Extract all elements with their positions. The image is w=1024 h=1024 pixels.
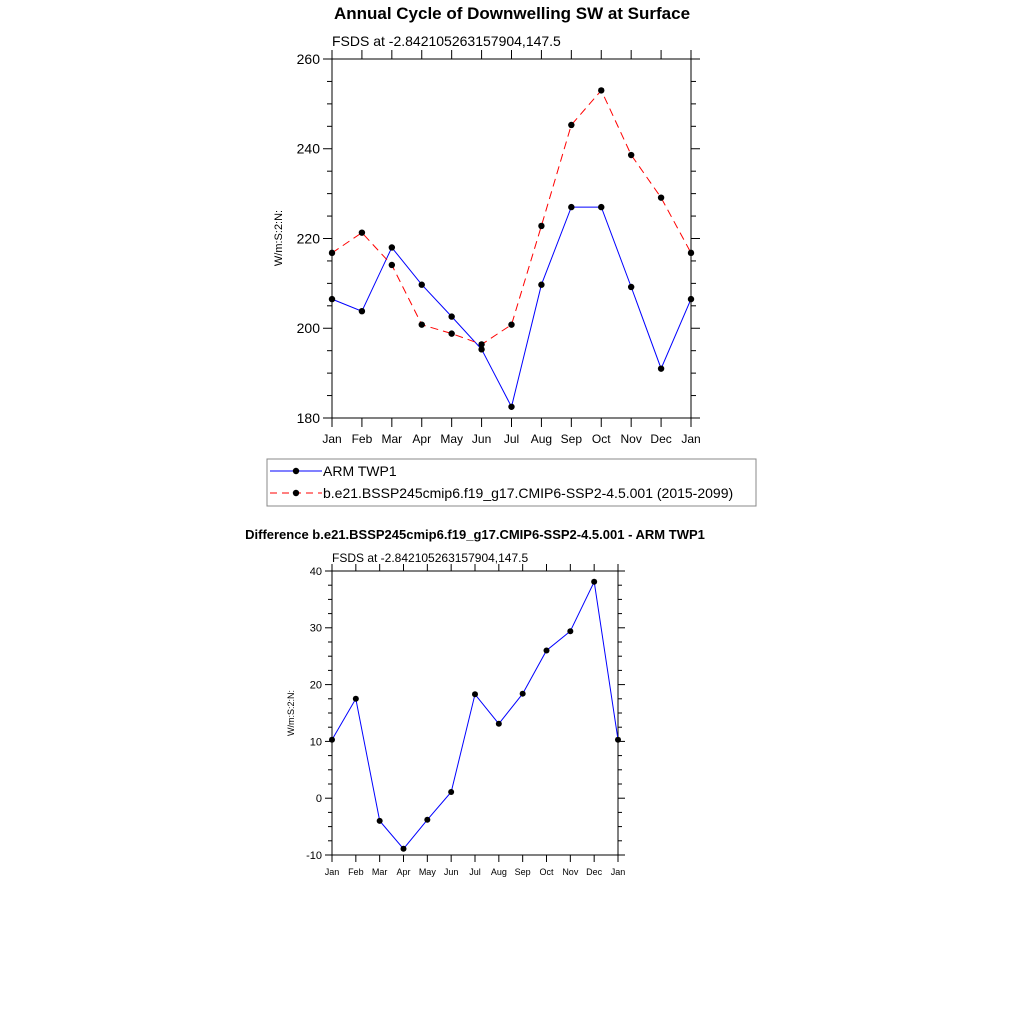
series-2-point bbox=[658, 194, 664, 200]
chart1-ylabel: W/m:S:2:N: bbox=[273, 209, 285, 267]
x-tick-label: Feb bbox=[348, 867, 364, 877]
y-tick-label: 30 bbox=[309, 622, 322, 635]
series-1-point bbox=[538, 282, 544, 288]
x-tick-label: Jun bbox=[443, 867, 459, 877]
series-1-point bbox=[628, 284, 634, 290]
x-tick-label: Jun bbox=[471, 432, 492, 446]
y-tick-label: 0 bbox=[315, 793, 322, 806]
series-1-point bbox=[329, 296, 335, 302]
chart2-plot-area bbox=[329, 579, 621, 852]
series-2-point bbox=[359, 229, 365, 235]
y-tick-label: -10 bbox=[306, 849, 322, 862]
series-1-point bbox=[419, 282, 425, 288]
series-1-point bbox=[359, 308, 365, 314]
chart1-legend bbox=[267, 459, 756, 506]
series-1-point bbox=[688, 296, 694, 302]
series-1-point bbox=[508, 404, 514, 410]
series-1-point bbox=[472, 691, 478, 697]
x-tick-label: Nov bbox=[562, 867, 579, 877]
x-tick-label: Sep bbox=[514, 867, 531, 877]
y-tick-label: 240 bbox=[296, 140, 320, 157]
x-tick-label: Oct bbox=[539, 867, 554, 877]
series-2-point bbox=[329, 250, 335, 256]
series-2-line bbox=[332, 90, 691, 344]
chart2-subtitle: FSDS at -2.842105263157904,147.5 bbox=[332, 551, 529, 565]
legend-marker-series-1 bbox=[293, 468, 299, 474]
series-2-point bbox=[508, 321, 514, 327]
x-tick-label: Jan bbox=[324, 867, 340, 877]
series-2-point bbox=[568, 122, 574, 128]
x-tick-label: Feb bbox=[351, 432, 373, 446]
series-2-point bbox=[598, 87, 604, 93]
series-1-point bbox=[598, 204, 604, 210]
series-1-point bbox=[520, 691, 526, 697]
series-1-point bbox=[615, 737, 621, 743]
plot-frame bbox=[332, 59, 691, 418]
y-tick-label: 180 bbox=[296, 409, 320, 426]
series-1-point bbox=[389, 244, 395, 250]
x-tick-label: Jul bbox=[469, 867, 481, 877]
series-1-point bbox=[448, 313, 454, 319]
chart2-ylabel: W/m:S:2:N: bbox=[286, 689, 296, 737]
plot-frame bbox=[332, 571, 618, 855]
y-tick-label: 200 bbox=[296, 320, 320, 337]
series-1-point bbox=[377, 818, 383, 824]
series-1-point bbox=[329, 737, 335, 743]
x-tick-label: Sep bbox=[560, 432, 583, 446]
x-tick-label: Mar bbox=[381, 432, 403, 446]
x-tick-label: Aug bbox=[530, 432, 553, 446]
x-tick-label: Mar bbox=[371, 867, 388, 877]
series-1-point bbox=[567, 628, 573, 634]
y-tick-label: 10 bbox=[309, 736, 322, 749]
x-tick-label: May bbox=[418, 867, 436, 877]
series-2-point bbox=[448, 330, 454, 336]
series-1-point bbox=[591, 579, 597, 585]
x-tick-label: May bbox=[440, 432, 464, 446]
x-tick-label: Jan bbox=[322, 432, 342, 446]
x-tick-label: Apr bbox=[412, 432, 432, 446]
series-2-point bbox=[538, 223, 544, 229]
chart2-axes bbox=[306, 564, 625, 877]
y-tick-label: 40 bbox=[309, 565, 322, 578]
y-tick-label: 260 bbox=[296, 50, 320, 67]
series-2-point bbox=[419, 321, 425, 327]
x-tick-label: Jul bbox=[503, 432, 520, 446]
series-2-point bbox=[389, 262, 395, 268]
legend-label-series-1: ARM TWP1 bbox=[323, 463, 397, 479]
legend-label-series-2: b.e21.BSSP245cmip6.f19_g17.CMIP6-SSP2-4.5.001 (2015-2099) bbox=[323, 485, 734, 501]
x-tick-label: Aug bbox=[490, 867, 507, 877]
series-1-point bbox=[568, 204, 574, 210]
series-2-point bbox=[478, 341, 484, 347]
y-tick-label: 20 bbox=[309, 679, 322, 692]
series-1-line bbox=[332, 582, 618, 849]
series-1-point bbox=[424, 817, 430, 823]
series-1-line bbox=[332, 207, 691, 407]
x-tick-label: Jan bbox=[610, 867, 626, 877]
series-1-point bbox=[544, 648, 550, 654]
series-1-point bbox=[401, 846, 407, 852]
chart2-title: Difference b.e21.BSSP245cmip6.f19_g17.CMIP6-SSP2-4.5.001 - ARM TWP1 bbox=[245, 527, 705, 542]
chart1-subtitle: FSDS at -2.842105263157904,147.5 bbox=[332, 33, 561, 49]
series-2-point bbox=[688, 250, 694, 256]
chart1-axes bbox=[297, 50, 701, 446]
legend-marker-series-2 bbox=[293, 490, 299, 496]
x-tick-label: Nov bbox=[620, 432, 642, 446]
chart1-plot-area bbox=[329, 87, 694, 410]
series-2-point bbox=[628, 152, 634, 158]
x-tick-label: Apr bbox=[396, 867, 411, 877]
series-1-point bbox=[496, 721, 502, 727]
chart1-title: Annual Cycle of Downwelling SW at Surface bbox=[333, 4, 691, 23]
x-tick-label: Dec bbox=[650, 432, 672, 446]
series-1-point bbox=[448, 789, 454, 795]
y-tick-label: 220 bbox=[296, 230, 320, 247]
series-1-point bbox=[658, 365, 664, 371]
series-1-point bbox=[353, 696, 359, 702]
x-tick-label: Jan bbox=[681, 432, 701, 446]
x-tick-label: Dec bbox=[586, 867, 603, 877]
x-tick-label: Oct bbox=[591, 432, 611, 446]
